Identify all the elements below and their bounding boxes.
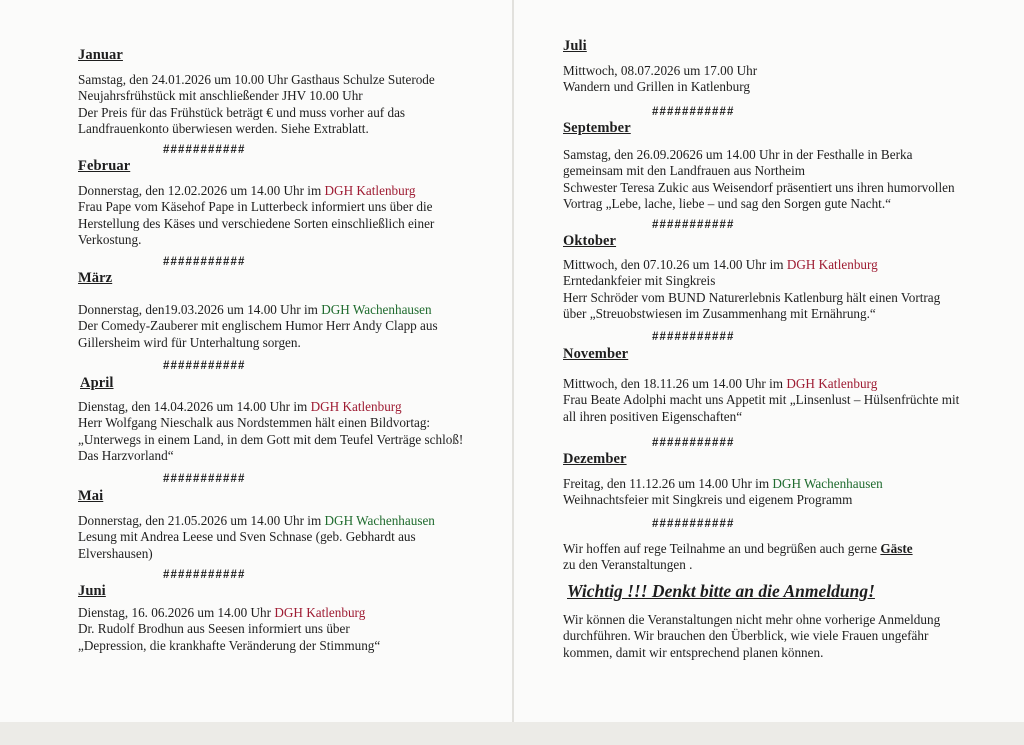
event-line: Herr Wolfgang Nieschalk aus Nordstemmen hält einen Bildvortag: [78, 415, 431, 431]
registration-note [563, 612, 940, 661]
month-title: März [78, 270, 113, 286]
month-title: Mai [78, 488, 104, 504]
section-oktober [563, 233, 940, 323]
month-title: Oktober [563, 233, 617, 249]
event-line: Landfrauenkonto überwiesen werden. Siehe Extrablatt. [78, 121, 369, 137]
scan-bottom-strip [0, 722, 1024, 745]
section-april [78, 375, 463, 465]
section-mai [78, 488, 435, 562]
month-title: Januar [78, 47, 123, 63]
separator: ########### [652, 219, 735, 231]
event-line: Freitag, den 11.12.26 um 14.00 Uhr im DGH Wachenhausen [563, 476, 883, 491]
event-line: „Unterwegs in einem Land, in dem Gott mit dem Teufel Verträge schloß! [78, 431, 464, 447]
section-juli [563, 38, 757, 96]
event-line: Donnerstag, den 12.02.2026 um 14.00 Uhr im DGH Katlenburg [78, 183, 416, 198]
event-line: Weihnachtsfeier mit Singkreis und eigenem Programm [563, 492, 853, 508]
event-line: Frau Beate Adolphi macht uns Appetit mit „Linsenlust – Hülsenfrüchte mit [563, 392, 960, 408]
event-line: Herr Schröder vom BUND Naturerlebnis Katlenburg hält einen Vortrag [563, 289, 941, 305]
note-line: Wir können die Veranstaltungen nicht mehr ohne vorherige Anmeldung [563, 612, 941, 627]
event-line: Mittwoch, den 07.10.26 um 14.00 Uhr im DGH Katlenburg [563, 257, 878, 272]
venue-label: DGH Wachenhausen [321, 302, 432, 317]
event-line: Dr. Rudolf Brodhun aus Seesen informiert uns über [78, 621, 350, 637]
event-line: über „Streuobstwiesen im Zusammenhang mit Ernährung.“ [563, 306, 876, 322]
section-maerz [78, 270, 438, 351]
event-line: Der Preis für das Frühstück beträgt € und muss vorher auf das [78, 104, 406, 120]
section-juni [78, 583, 380, 654]
separator: ########### [163, 569, 246, 581]
closing-line: Wir hoffen auf rege Teilnahme an und begrüßen auch gerne Gäste [563, 541, 913, 556]
venue-label: DGH Katlenburg [786, 376, 878, 391]
closing-line: zu den Veranstaltungen . [563, 557, 693, 573]
separator: ########### [163, 360, 246, 372]
event-line: Mittwoch, den 18.11.26 um 14.00 Uhr im DGH Katlenburg [563, 376, 878, 391]
closing-note [563, 541, 913, 574]
section-februar [78, 158, 434, 249]
note-line: kommen, damit wir entsprechend planen können. [563, 644, 824, 660]
event-line: Erntedankfeier mit Singkreis [563, 273, 716, 289]
separator: ########### [652, 106, 735, 118]
event-line: Dienstag, den 14.04.2026 um 14.00 Uhr im DGH Katlenburg [78, 399, 402, 414]
event-line: „Depression, die krankhafte Veränderung der Stimmung“ [78, 637, 381, 653]
event-line: Gillersheim wird für Unterhaltung sorgen. [78, 334, 301, 350]
venue-label: DGH Katlenburg [786, 257, 878, 272]
event-line: Samstag, den 26.09.20626 um 14.00 Uhr in der Festhalle in Berka [563, 147, 913, 162]
month-title: Juni [78, 583, 106, 599]
venue-label: DGH Katlenburg [274, 605, 366, 620]
event-line: Vortrag „Lebe, lache, liebe – und sag den Sorgen gute Nacht.“ [563, 196, 891, 212]
event-line: Der Comedy-Zauberer mit englischem Humor Herr Andy Clapp aus [78, 318, 438, 334]
separator: ########### [163, 256, 246, 268]
event-line: all ihren positiven Eigenschaften“ [563, 408, 743, 424]
venue-label: DGH Wachenhausen [324, 513, 435, 528]
venue-label: DGH Wachenhausen [772, 476, 883, 491]
month-title: Dezember [563, 451, 627, 467]
center-fold [512, 0, 514, 722]
event-line: Das Harzvorland“ [78, 448, 174, 464]
month-title: Juli [563, 38, 587, 54]
event-line: Neujahrsfrühstück mit anschließender JHV 10.00 Uhr [78, 88, 363, 104]
venue-label: DGH Katlenburg [310, 399, 402, 414]
event-line: gemeinsam mit den Landfrauen aus Northeim [563, 163, 806, 179]
event-line: Donnerstag, den 21.05.2026 um 14.00 Uhr im DGH Wachenhausen [78, 513, 435, 528]
event-line: Herstellung des Käses und verschiedene Sorten einschließlich einer [78, 215, 435, 231]
separator: ########### [652, 518, 735, 530]
separator: ########### [652, 331, 735, 343]
event-line: Lesung mit Andrea Leese und Sven Schnase (geb. Gebhardt aus [78, 529, 416, 545]
month-title: November [563, 346, 629, 362]
wichtig-heading: Wichtig !!! Denkt bitte an die Anmeldung! [567, 581, 875, 601]
note-line: durchführen. Wir brauchen den Überblick, wie viele Frauen ungefähr [563, 628, 929, 644]
venue-label: DGH Katlenburg [324, 183, 416, 198]
event-line: Mittwoch, 08.07.2026 um 17.00 Uhr [563, 63, 758, 78]
month-title: April [80, 375, 114, 391]
event-line: Verkostung. [78, 232, 142, 248]
gaeste-label: Gäste [880, 541, 913, 556]
separator: ########### [163, 473, 246, 485]
section-november [563, 346, 959, 425]
event-line: Schwester Teresa Zukic aus Weisendorf präsentiert uns ihren humorvollen [563, 179, 955, 195]
section-september [563, 120, 955, 213]
month-title: September [563, 120, 631, 136]
event-line: Frau Pape vom Käsehof Pape in Lutterbeck informiert uns über die [78, 199, 433, 215]
section-dezember [563, 451, 883, 509]
event-line: Samstag, den 24.01.2026 um 10.00 Uhr Gasthaus Schulze Suterode [78, 72, 435, 87]
separator: ########### [652, 437, 735, 449]
event-line: Wandern und Grillen in Katlenburg [563, 79, 750, 95]
event-line: Donnerstag, den19.03.2026 um 14.00 Uhr im DGH Wachenhausen [78, 302, 432, 317]
month-title: Februar [78, 158, 131, 174]
event-line: Dienstag, 16. 06.2026 um 14.00 Uhr DGH Katlenburg [78, 605, 366, 620]
event-line: Elvershausen) [78, 545, 153, 561]
section-januar [78, 47, 435, 138]
separator: ########### [163, 144, 246, 156]
